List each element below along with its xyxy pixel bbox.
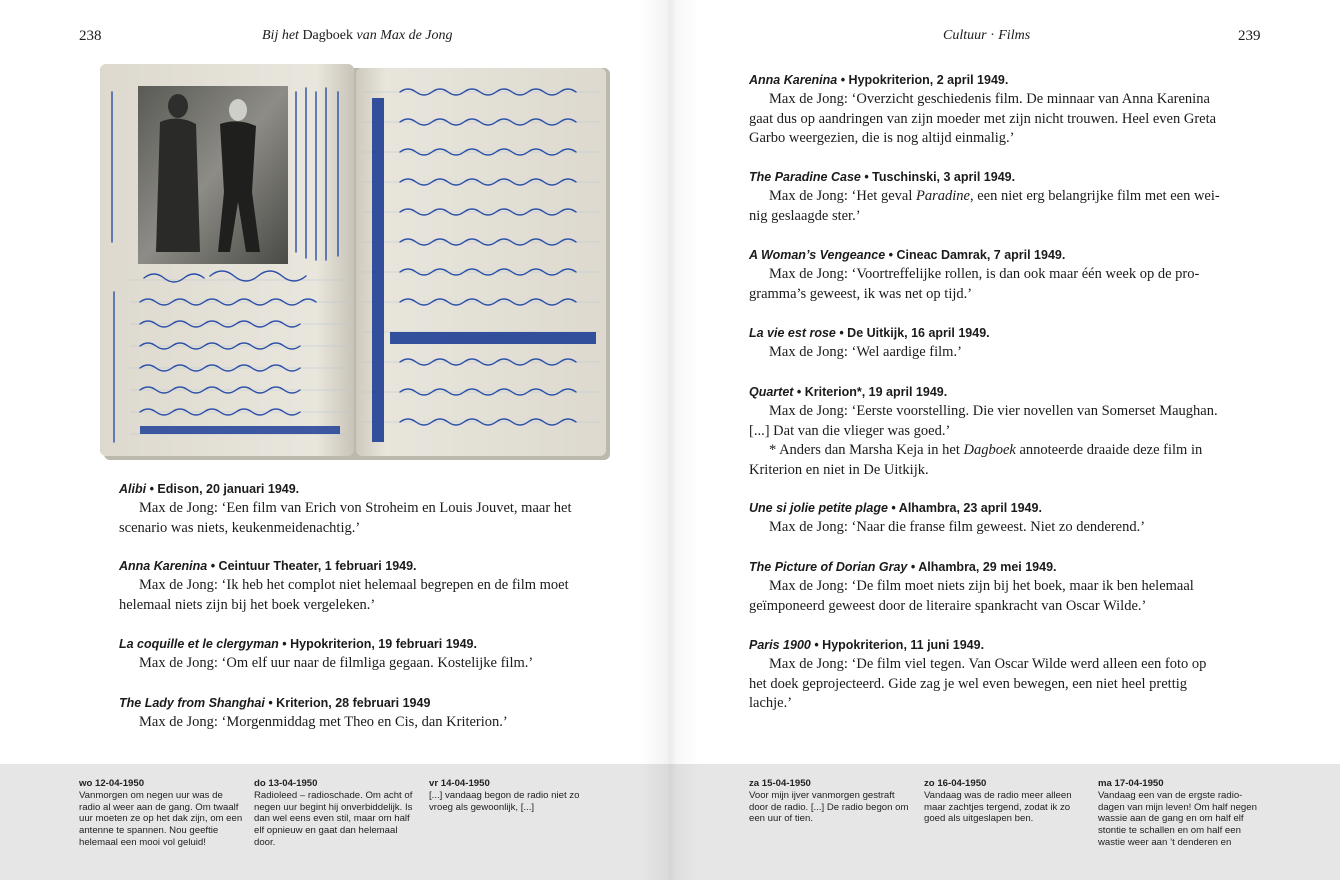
film-title: A Woman’s Vengeance	[749, 248, 886, 262]
page-number: 239	[1238, 28, 1261, 44]
film-entry-head	[749, 246, 1224, 265]
film-entry	[749, 168, 1224, 226]
diary-note	[1098, 778, 1264, 849]
film-venue-date: • Edison, 20 januari 1949.	[146, 482, 300, 496]
film-title: Quartet	[749, 385, 794, 399]
film-venue-date: • Hypokriterion, 19 februari 1949.	[278, 637, 477, 651]
film-quote: Max de Jong: ‘Voortreffelijke rollen, is dan ook maar één week op de programma’s geweest, ik was net op tijd.’	[749, 266, 1200, 302]
film-entry	[749, 636, 1224, 714]
film-entry-head	[119, 694, 594, 713]
film-venue-date: • Kriterion*, 19 april 1949.	[793, 385, 948, 399]
film-entry	[119, 480, 594, 538]
running-head	[262, 28, 453, 44]
film-entry	[119, 694, 594, 733]
film-title: Paris 1900	[749, 638, 811, 652]
film-entry-head	[119, 635, 594, 654]
running-head-section: Cultuur	[943, 28, 987, 43]
film-title: La vie est rose	[749, 326, 836, 340]
film-quote: Max de Jong: ‘Ik heb het complot niet helemaal begrepen en de film moet helemaal niets zijn bij het boek vergeleken.’	[119, 577, 569, 613]
running-head-suffix: van Max de Jong	[352, 28, 453, 43]
film-entry	[749, 499, 1224, 538]
film-title: Une si jolie petite plage	[749, 501, 888, 515]
running-head-separator: ·	[986, 28, 999, 43]
film-entry-head	[119, 557, 594, 576]
film-venue-date: • Tuschinski, 3 april 1949.	[860, 170, 1016, 184]
film-entry-head	[749, 71, 1224, 90]
diary-note-date: wo 12-04-1950	[79, 778, 145, 789]
diary-note-date: vr 14-04-1950	[429, 778, 490, 789]
diary-note-text: Vandaag was de radio meer alleen maar zachtjes tergend, zodat ik zo goed als uitgeslapen ben.	[924, 789, 1072, 825]
film-quote-part: Max de Jong: ‘Het geval	[769, 188, 916, 204]
film-entry-head	[749, 383, 1224, 402]
ink-strike-left	[140, 426, 340, 434]
diary-note	[924, 778, 1090, 825]
diary-note-date: do 13-04-1950	[254, 778, 318, 789]
film-quote-italic: Paradine	[915, 188, 970, 204]
film-quote: Max de Jong: ‘De film moet niets zijn bij het boek, maar ik ben helemaal geïmponeerd geweest door de literaire spankracht van Oscar Wilde.’	[749, 578, 1194, 614]
right-page	[670, 0, 1340, 880]
film-venue-date: • Cineac Damrak, 7 april 1949.	[885, 248, 1066, 262]
running-head	[943, 28, 1030, 44]
film-quote: Max de Jong: ‘Eerste voorstelling. Die vier novellen van Somerset Maughan. [...] Dat van die vlieger was goed.’	[749, 403, 1218, 439]
diary-note-text: Radioleed – radioschade. Om acht of negen uur begint hij onverbiddelijk. Is dan wel eens even stil, maar om half elf opnieuw en gaat dan helemaal door.	[254, 789, 413, 848]
film-quote: Max de Jong: ‘Naar die franse film geweest. Niet zo denderend.’	[769, 519, 1146, 535]
film-venue-date: • Ceintuur Theater, 1 februari 1949.	[207, 559, 417, 573]
ink-strike-vertical	[372, 98, 384, 442]
diary-note	[254, 778, 420, 849]
film-quote: Max de Jong: ‘Overzicht geschiedenis film. De minnaar van Anna Karenina gaat dus op aandringen van zijn moeder met zijn nicht trouwen. Heel even Greta Garbo weergezien, die is nog altijd einmalig.’	[749, 91, 1217, 146]
film-entry-head	[749, 324, 1224, 343]
figure-head-left	[168, 94, 188, 118]
film-entry	[749, 383, 1224, 480]
ink-strike-horizontal	[390, 332, 596, 344]
diary-note-date: za 15-04-1950	[749, 778, 811, 789]
diary-note-text: Voor mijn ijver vanmorgen gestraft door de radio. [...] De radio begon om een uur of tien.	[749, 789, 909, 825]
film-quote: Max de Jong: ‘Om elf uur naar de filmliga gegaan. Kostelijke film.’	[139, 655, 534, 671]
film-venue-date: • De Uitkijk, 16 april 1949.	[835, 326, 990, 340]
running-head-subsection: Films	[998, 28, 1031, 43]
film-quote-part: , een niet erg belangrijke film met een weinig geslaagde ster.’	[749, 188, 1220, 224]
film-quote: Max de Jong: ‘Een film van Erich von Stroheim en Louis Jouvet, maar het scenario was niets, keukenmeidenachtig.’	[119, 500, 572, 536]
diary-note-text: Vandaag een van de ergste radiodagen van mijn leven! Om half negen wassie aan de gang en om half elf stontie te schallen en om half een wastie weer aan ’t denderen en	[1098, 789, 1257, 848]
footnote-italic: Dagboek	[963, 442, 1016, 458]
film-venue-date: • Alhambra, 23 april 1949.	[887, 501, 1042, 515]
film-venue-date: • Kriterion, 28 februari 1949	[264, 696, 431, 710]
film-entry	[749, 71, 1224, 149]
film-entry	[749, 324, 1224, 363]
diary-note	[429, 778, 595, 813]
film-entry	[749, 558, 1224, 616]
running-head-book: Dagboek	[302, 28, 353, 43]
footnote	[749, 441, 1224, 480]
film-title: Anna Karenina	[119, 559, 208, 573]
diary-note-text: [...] vandaag begon de radio niet zo vroeg als gewoonlijk, [...]	[429, 789, 580, 813]
film-title: Anna Karenina	[749, 73, 838, 87]
film-quote: Max de Jong: ‘Morgenmiddag met Theo en Cis, dan Kriterion.’	[139, 714, 508, 730]
film-entry-head	[749, 499, 1224, 518]
film-title: The Lady from Shanghai	[119, 696, 265, 710]
film-venue-date: • Hypokriterion, 2 april 1949.	[837, 73, 1009, 87]
film-entry	[119, 557, 594, 615]
film-entry	[749, 246, 1224, 304]
diary-note-date: ma 17-04-1950	[1098, 778, 1164, 789]
film-quote: Max de Jong: ‘Wel aardige film.’	[769, 344, 962, 360]
figure-body-left	[156, 118, 200, 252]
diary-note	[749, 778, 915, 825]
figure-head-right	[229, 99, 247, 121]
film-title: La coquille et le clergyman	[119, 637, 279, 651]
diary-note-text: Vanmorgen om negen uur was de radio al weer aan de gang. Om twaalf uur moeten ze op het dak zijn, om een antenne te spannen. Nou geeftie helemaal een mooi vol geluid!	[79, 789, 243, 848]
film-venue-date: • Alhambra, 29 mei 1949.	[907, 560, 1057, 574]
film-title: Alibi	[119, 482, 147, 496]
footnote-part: annoteerde draaide deze film in Kriterion en niet in De Uitkijk.	[749, 442, 1203, 478]
film-entry-head	[749, 636, 1224, 655]
running-head-prefix: Bij het	[262, 28, 303, 43]
film-entry-head	[119, 480, 594, 499]
film-quote: Max de Jong: ‘De film viel tegen. Van Oscar Wilde werd alleen een foto op het doek geprojecteerd. Gide zag je wel even bewegen, een niet heel prettig lachje.’	[749, 656, 1207, 711]
film-entry	[119, 635, 594, 674]
diary-note	[79, 778, 245, 849]
notebook-right-leaf	[356, 68, 606, 456]
page-number: 238	[79, 28, 102, 44]
film-title: The Paradine Case	[749, 170, 861, 184]
notebook-photo	[100, 62, 610, 460]
film-entry-head	[749, 558, 1224, 577]
film-venue-date: • Hypokriterion, 11 juni 1949.	[810, 638, 985, 652]
film-quote	[749, 187, 1224, 226]
film-entry-head	[749, 168, 1224, 187]
diary-note-date: zo 16-04-1950	[924, 778, 987, 789]
footnote-part: * Anders dan Marsha Keja in het	[769, 442, 964, 458]
film-title: The Picture of Dorian Gray	[749, 560, 908, 574]
